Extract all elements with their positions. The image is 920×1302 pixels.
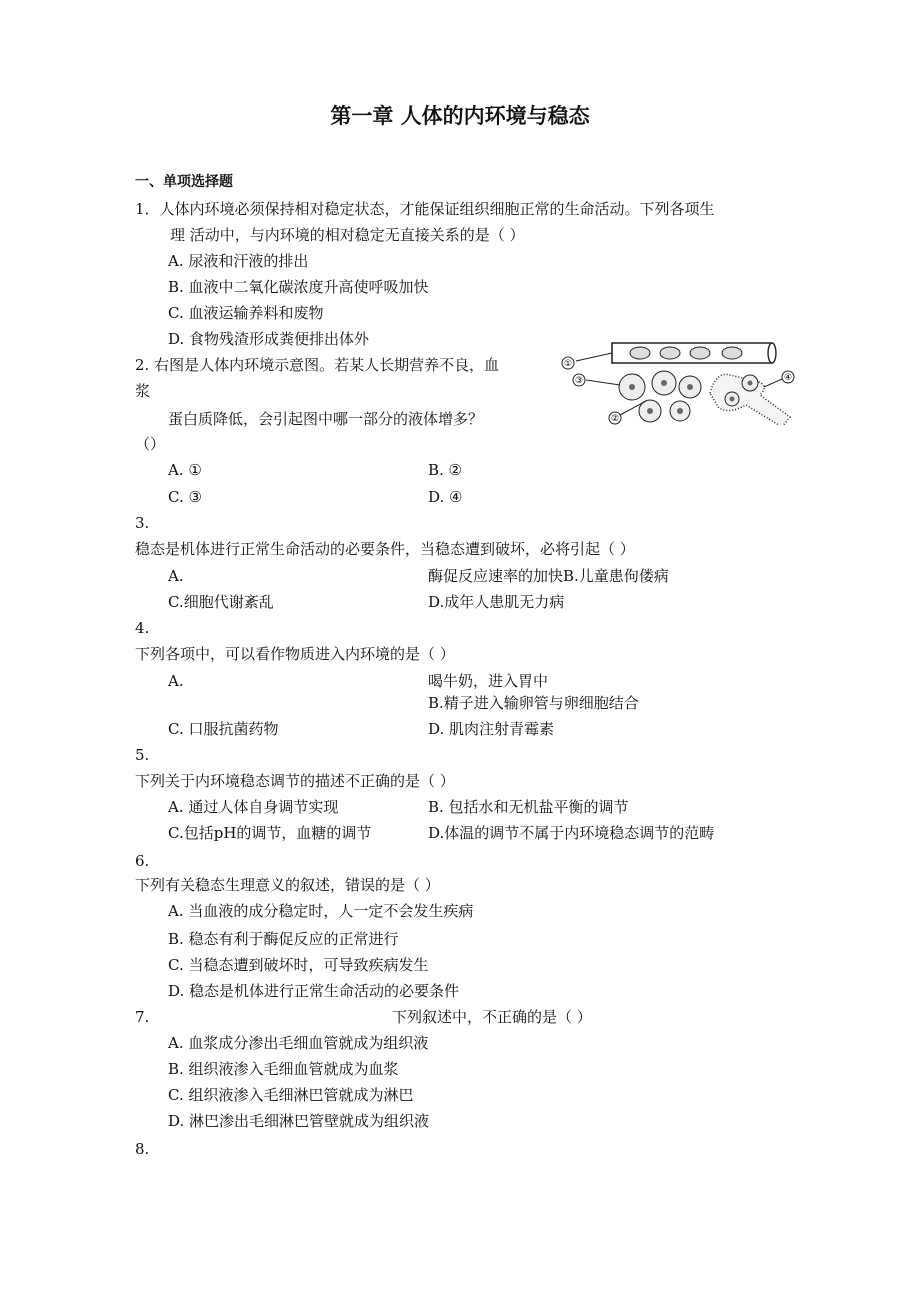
q6-option-c: C. 当稳态遭到破坏时，可导致疾病发生 [168,956,429,974]
q2-stem-line2: 浆 [135,382,151,400]
q5-option-d: D.体温的调节不属于内环境稳态调节的范畴 [428,824,715,842]
q7-option-c: C. 组织液渗入毛细淋巴管就成为淋巴 [168,1086,414,1104]
q6-stem: 下列有关稳态生理意义的叙述，错误的是（ ） [135,876,440,894]
q5-stem: 下列关于内环境稳态调节的描述不正确的是（ ） [135,772,455,790]
q7-option-b: B. 组织液渗入毛细血管就成为血浆 [168,1060,399,1078]
q2-option-d: D. ④ [428,488,463,506]
q7-option-a: A. 血浆成分渗出毛细血管就成为组织液 [168,1034,429,1052]
q6-option-b: B. 稳态有利于酶促反应的正常进行 [168,930,399,948]
q5-option-a: A. 通过人体自身调节实现 [168,798,339,816]
red-blood-cell [630,347,650,359]
red-blood-cell [690,347,710,359]
q7-option-d: D. 淋巴渗出毛细淋巴管壁就成为组织液 [168,1112,430,1130]
q2-stem-line1: 2. 右图是人体内环境示意图。若某人长期营养不良，血 [135,356,500,374]
q4-option-a-text: 喝牛奶，进入胃中 [428,672,549,690]
q3-stem: 稳态是机体进行正常生命活动的必要条件，当稳态遭到破坏，必将引起（ ） [135,540,635,558]
diagram-label: ① [563,359,573,369]
diagram-label: ③ [574,376,584,386]
q3-option-d: D.成年人患肌无力病 [428,593,565,611]
q2-answer-paren: （） [135,435,166,453]
q5-option-c: C.包括pH的调节，血糖的调节 [168,824,372,842]
q8-number: 8. [135,1140,150,1158]
internal-environment-diagram [560,335,800,425]
q5-option-b: B. 包括水和无机盐平衡的调节 [428,798,629,816]
q4-option-b: B.精子进入输卵管与卵细胞结合 [428,694,639,712]
q6-number: 6. [135,852,150,870]
q1-option-a: A. 尿液和汗液的排出 [168,252,309,270]
q4-option-a: A. [168,672,184,690]
q3-number: 3. [135,514,150,532]
q2-option-a: A. ① [168,461,202,479]
red-blood-cell [660,347,680,359]
section-heading: 一、单项选择题 [135,174,233,190]
q4-option-d: D. 肌肉注射青霉素 [428,720,555,738]
q2-stem-line3: 蛋白质降低，会引起图中哪一部分的液体增多？ [168,410,484,428]
q7-stem: 下列叙述中，不正确的是（ ） [392,1008,592,1026]
red-blood-cell [722,347,742,359]
q1-option-c: C. 血液运输养料和废物 [168,304,324,322]
q2-option-b: B. ② [428,461,463,479]
q1-option-b: B. 血液中二氧化碳浓度升高使呼吸加快 [168,278,429,296]
diagram-label: ② [610,414,620,424]
page-title: 第一章 人体的内环境与稳态 [330,104,590,128]
q7-number: 7. [135,1008,150,1026]
q1-option-d: D. 食物残渣形成粪便排出体外 [168,330,370,348]
q4-number: 4. [135,619,150,637]
q1-stem-line2: 理 活动中，与内环境的相对稳定无直接关系的是（ ） [170,226,525,244]
q4-stem: 下列各项中，可以看作物质进入内环境的是（ ） [135,645,455,663]
q1-stem-line1: 1．人体内环境必须保持相对稳定状态，才能保证组织细胞正常的生命活动。下列各项生 [135,200,715,218]
diagram-label: ④ [783,373,793,383]
q4-option-c: C. 口服抗菌药物 [168,720,279,738]
q6-option-d: D. 稳态是机体进行正常生命活动的必要条件 [168,982,460,1000]
q6-option-a: A. 当血液的成分稳定时，人一定不会发生疾病 [168,902,474,920]
q3-option-c: C.细胞代谢紊乱 [168,593,274,611]
q3-option-a-text: 酶促反应速率的加快B.儿童患佝偻病 [428,567,669,585]
q3-option-a: A. [168,567,184,585]
q2-option-c: C. ③ [168,488,202,506]
q5-number: 5. [135,746,150,764]
